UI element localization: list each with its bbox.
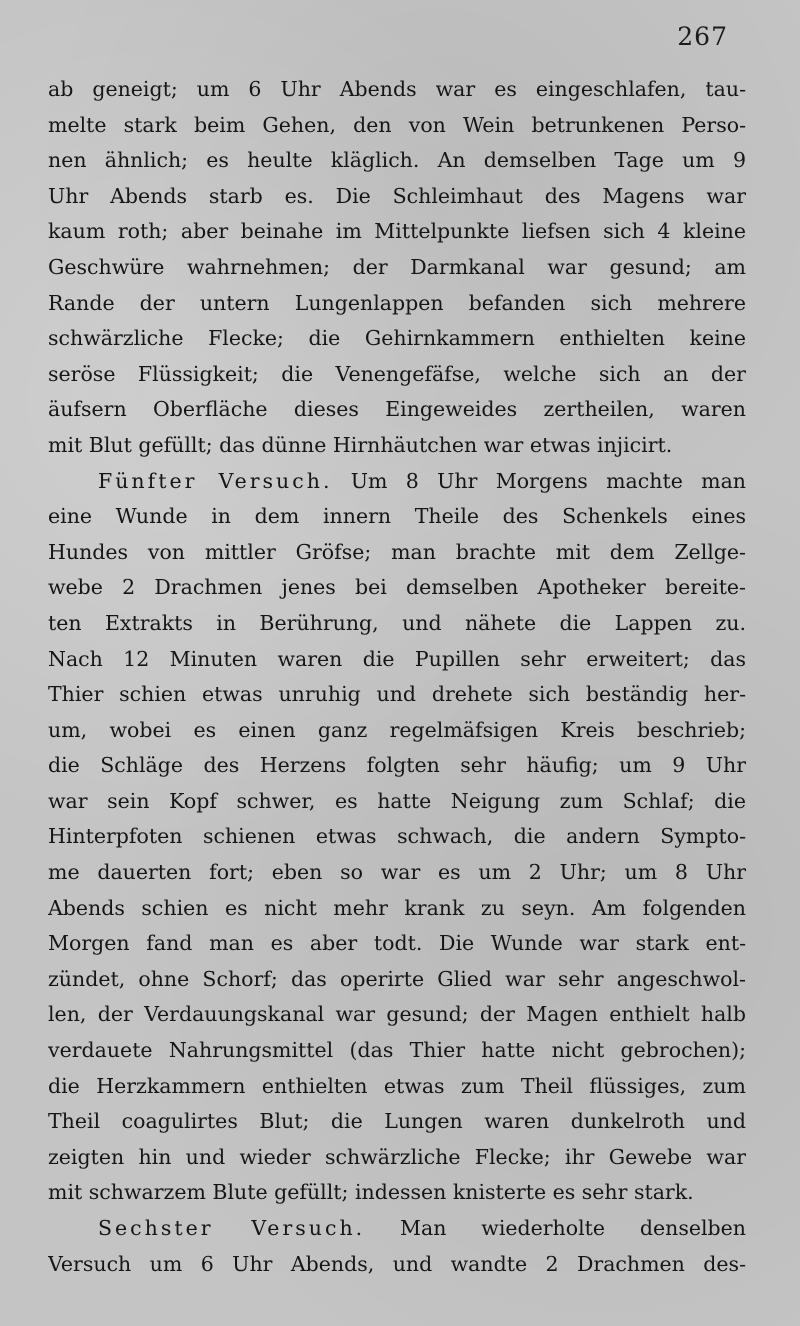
text-line: webe 2 Drachmen jenes bei demselben Apotheker bereite- — [48, 575, 746, 600]
text-line: me dauerten fort; eben so war es um 2 Uhr; um 8 Uhr — [48, 860, 746, 885]
text-line: seröse Flüssigkeit; die Venengefäfse, welche sich an der — [48, 361, 746, 386]
text-line: mit schwarzem Blute gefüllt; indessen knisterte es sehr stark. — [48, 1180, 694, 1205]
text-line: verdauete Nahrungsmittel (das Thier hatte nicht gebrochen); — [48, 1038, 746, 1063]
body-text — [48, 72, 746, 1282]
text-line: schwärzliche Flecke; die Gehirnkammern enthielten keine — [48, 326, 746, 351]
text-line: Hinterpfoten schienen etwas schwach, die andern Sympto- — [48, 824, 746, 849]
text-line: ten Extrakts in Berührung, und nähete die Lappen zu. — [48, 610, 746, 635]
text-line: war sein Kopf schwer, es hatte Neigung zum Schlaf; die — [48, 788, 746, 813]
text-line: um, wobei es einen ganz regelmäfsigen Kreis beschrieb; — [48, 717, 746, 742]
page-number: 267 — [677, 22, 728, 51]
text-line: Theil coagulirtes Blut; die Lungen waren dunkelroth und — [48, 1109, 746, 1134]
text-line: Nach 12 Minuten waren die Pupillen sehr erweitert; das — [48, 646, 746, 671]
text-line: len, der Verdauungskanal war gesund; der Magen enthielt halb — [48, 1002, 746, 1027]
text-line: ab geneigt; um 6 Uhr Abends war es eingeschlafen, tau- — [48, 77, 746, 101]
text-line: Uhr Abends starb es. Die Schleimhaut des Magens war — [48, 183, 746, 208]
text-line: Rande der untern Lungenlappen befanden sich mehrere — [48, 290, 746, 315]
text-line: nen ähnlich; es heulte kläglich. An demselben Tage um 9 — [48, 148, 746, 173]
experiment-6-heading: Sechster Versuch. — [98, 1216, 366, 1240]
text-line: die Herzkammern enthielten etwas zum Theil flüssiges, zum — [48, 1073, 746, 1098]
text-line: Versuch um 6 Uhr Abends, und wandte 2 Drachmen des- — [48, 1251, 746, 1276]
text-line: kaum roth; aber beinahe im Mittelpunkte liefsen sich 4 kleine — [48, 219, 746, 244]
text-line: Geschwüre wahrnehmen; der Darmkanal war gesund; am — [48, 254, 746, 279]
text-line: äufsern Oberfläche dieses Eingeweides zertheilen, waren — [48, 397, 746, 422]
text-line: Thier schien etwas unruhig und drehete sich beständig her- — [48, 682, 746, 707]
experiment-6-first-line — [48, 1211, 746, 1247]
experiment-5-first-line-text: Um 8 Uhr Morgens machte man — [350, 468, 746, 493]
text-line: die Schläge des Herzens folgten sehr häufig; um 9 Uhr — [48, 753, 746, 778]
experiment-5-heading: Fünfter Versuch. — [98, 468, 333, 493]
experiment-5-first-line — [48, 464, 746, 500]
text-line: Abends schien es nicht mehr krank zu seyn. Am folgenden — [48, 895, 746, 920]
text-line: mit Blut gefüllt; das dünne Hirnhäutchen war etwas injicirt. — [48, 432, 673, 457]
text-line: melte stark beim Gehen, den von Wein betrunkenen Perso- — [48, 112, 746, 137]
text-line: Morgen fand man es aber todt. Die Wunde war stark ent- — [48, 931, 746, 956]
text-line: zeigten hin und wieder schwärzliche Flecke; ihr Gewebe war — [48, 1144, 746, 1169]
text-line: Hundes von mittler Gröfse; man brachte mit dem Zellge- — [48, 539, 746, 564]
text-line: eine Wunde in dem innern Theile des Schenkels eines — [48, 504, 746, 529]
experiment-6-first-line-text: Man wiederholte denselben — [400, 1216, 746, 1240]
text-line: zündet, ohne Schorf; das operirte Glied war sehr angeschwol- — [48, 966, 746, 991]
